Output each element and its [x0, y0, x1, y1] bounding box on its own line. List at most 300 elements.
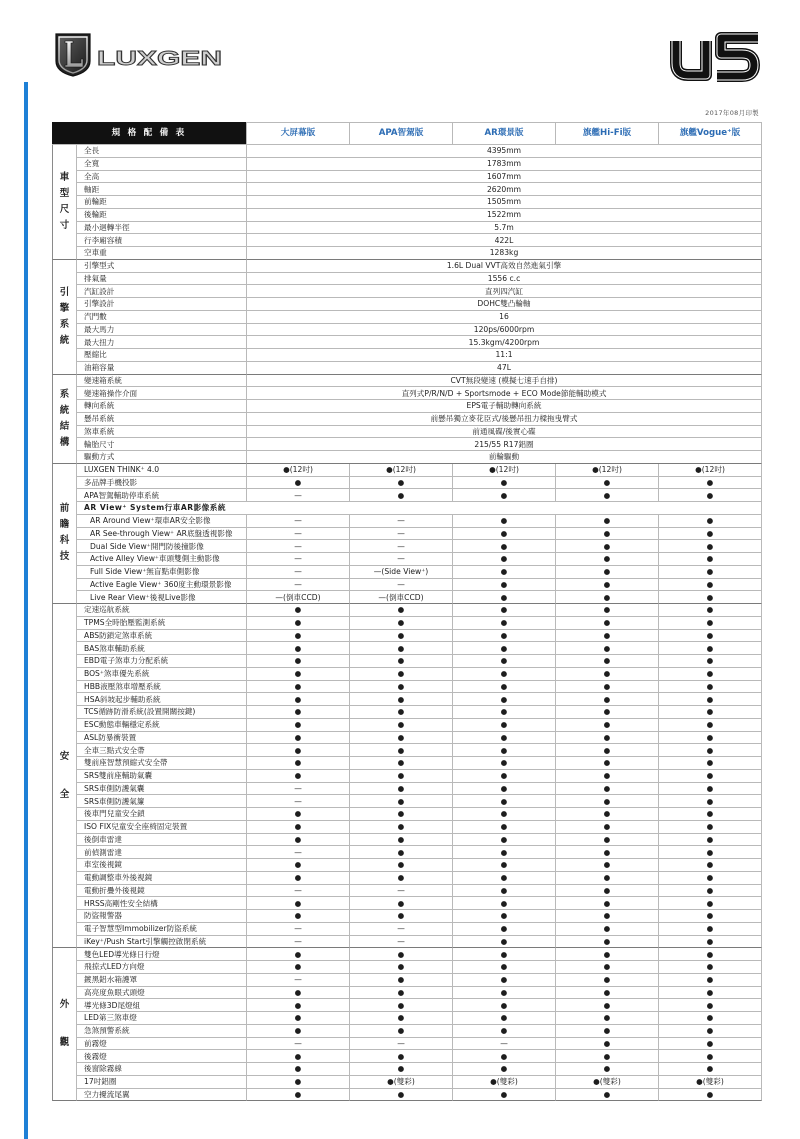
spec-value: 15.3kgm/4200rpm [247, 336, 762, 349]
spec-value: 422L [247, 234, 762, 247]
version-availability: ● [556, 515, 659, 528]
version-availability: ● [556, 923, 659, 936]
group-label-char: 車 [59, 171, 70, 183]
version-availability: ● [659, 897, 762, 910]
spec-item-label: 煞車系統 [77, 426, 247, 439]
version-availability: ● [556, 642, 659, 655]
version-availability: ● [556, 872, 659, 885]
group-label [52, 604, 77, 948]
version-availability: ● [453, 872, 556, 885]
version-availability: ● [453, 808, 556, 821]
version-availability: ● [453, 579, 556, 592]
version-availability: — [350, 553, 453, 566]
version-availability: ● [350, 719, 453, 732]
version-availability: ● [556, 974, 659, 987]
spec-item-label: ASL防暴衝裝置 [77, 732, 247, 745]
spec-item-label: 壓縮比 [77, 349, 247, 362]
version-availability: — [247, 1038, 350, 1051]
version-availability: ● [350, 642, 453, 655]
spec-item-label: 導光條3D尾燈組 [77, 999, 247, 1012]
version-availability: ● [453, 846, 556, 859]
spec-item-label: AR Around View⁺環車AR安全影像 [77, 515, 247, 528]
version-availability: ● [453, 719, 556, 732]
group-label-char: 前 [59, 503, 70, 515]
version-availability: ● [453, 566, 556, 579]
version-availability: ● [247, 732, 350, 745]
version-availability: ● [350, 630, 453, 643]
luxgen-logo [55, 32, 227, 78]
spec-item-label: 雙色LED導光條日行燈 [77, 948, 247, 961]
spec-item-label: Live Rear View⁺後視Live影像 [77, 591, 247, 604]
version-availability: ● [453, 540, 556, 553]
version-availability: ● [350, 1050, 453, 1063]
spec-value: 1522mm [247, 209, 762, 222]
version-availability: ● [659, 642, 762, 655]
version-availability: ● [556, 553, 659, 566]
version-availability: ● [659, 783, 762, 796]
version-availability: ● [247, 642, 350, 655]
version-availability: ● [659, 1038, 762, 1051]
version-availability: ● [556, 604, 659, 617]
version-availability: ● [350, 783, 453, 796]
version-availability: ● [350, 1089, 453, 1102]
version-availability: ● [556, 948, 659, 961]
spec-item-label: LUXGEN THINK⁺ 4.0 [77, 464, 247, 477]
version-availability: ● [247, 744, 350, 757]
version-availability: ● [556, 1089, 659, 1102]
spec-value: 1556 c.c [247, 273, 762, 286]
version-availability: ● [556, 719, 659, 732]
group-label-char: 尺 [59, 203, 70, 215]
version-availability: ● [556, 489, 659, 502]
version-availability: ● [556, 1050, 659, 1063]
u5-letter-u [676, 41, 706, 75]
version-availability: — [247, 528, 350, 541]
version-availability: ● [556, 757, 659, 770]
spec-item-label: 變速箱操作介面 [77, 387, 247, 400]
spec-item-label: ESC動態車輛穩定系統 [77, 719, 247, 732]
luxgen-emblem-icon [56, 34, 90, 76]
spec-item-label: BAS煞車輔助系統 [77, 642, 247, 655]
version-availability: ● [247, 872, 350, 885]
spec-item-label: 雙前座智慧預縮式安全帶 [77, 757, 247, 770]
version-availability: ●(12吋) [556, 464, 659, 477]
version-availability: ● [247, 1063, 350, 1076]
version-availability: — [247, 540, 350, 553]
version-availability: ● [556, 591, 659, 604]
version-availability: ● [247, 681, 350, 694]
spec-item-label: 驅動方式 [77, 451, 247, 464]
version-availability: ● [350, 770, 453, 783]
version-availability: ● [247, 1076, 350, 1089]
version-availability: ●(雙彩) [350, 1076, 453, 1089]
version-availability: ● [659, 540, 762, 553]
version-availability: ● [350, 795, 453, 808]
version-availability: ● [247, 630, 350, 643]
version-availability: ● [453, 668, 556, 681]
spec-value: 5.7m [247, 222, 762, 235]
version-availability: ● [556, 566, 659, 579]
spec-value: 215/55 R17鋁圈 [247, 438, 762, 451]
version-availability: ● [247, 706, 350, 719]
group-label-char: 統 [59, 334, 70, 346]
group-label-char: 系 [59, 318, 70, 330]
group-label-char: 系 [59, 388, 70, 400]
spec-item-label: HRSS高剛性安全結構 [77, 897, 247, 910]
version-availability: ● [659, 846, 762, 859]
version-availability: ● [659, 872, 762, 885]
version-availability: — [350, 1038, 453, 1051]
spec-value: 前懸吊獨立麥花臣式/後懸吊扭力樑拖曳臂式 [247, 413, 762, 426]
group-label [52, 948, 77, 1101]
version-availability: ● [453, 553, 556, 566]
spec-value: DOHC雙凸輪軸 [247, 298, 762, 311]
spec-item-label: 最小迴轉半徑 [77, 222, 247, 235]
version-availability: — [247, 515, 350, 528]
spec-item-label: 多品牌手機投影 [77, 477, 247, 490]
version-availability: ● [556, 808, 659, 821]
version-availability: ● [247, 1025, 350, 1038]
version-availability: ● [556, 834, 659, 847]
version-availability: ● [659, 1050, 762, 1063]
version-availability: ● [247, 961, 350, 974]
luxgen-wordmark: LUXGEN [97, 48, 222, 70]
group-label-char: 型 [59, 187, 70, 199]
version-header: APA智駕版 [350, 122, 453, 145]
version-availability: ● [659, 999, 762, 1012]
spec-item-label: HSA斜坡起步輔助系統 [77, 693, 247, 706]
version-availability: ●(12吋) [247, 464, 350, 477]
spec-value: 2620mm [247, 183, 762, 196]
group-label-char: 全 [59, 788, 70, 800]
version-availability: ● [247, 693, 350, 706]
print-date: 2017年08月印製 [705, 109, 759, 117]
version-availability: ● [659, 808, 762, 821]
version-availability: ● [350, 897, 453, 910]
spec-value: 前通風碟/後實心碟 [247, 426, 762, 439]
version-availability: — [350, 528, 453, 541]
version-availability: ● [247, 834, 350, 847]
spec-item-label: 汽缸設計 [77, 285, 247, 298]
version-availability: ● [659, 655, 762, 668]
group-label-char: 安 [59, 750, 70, 762]
version-availability: — [350, 885, 453, 898]
version-availability: ● [350, 744, 453, 757]
version-availability: ● [453, 642, 556, 655]
spec-item-label: TCS循跡防滑系統(設置開關按鍵) [77, 706, 247, 719]
version-availability: ● [659, 859, 762, 872]
spec-item-label: Active Alley View⁺車頭雙側主動影像 [77, 553, 247, 566]
spec-value: 前輪驅動 [247, 451, 762, 464]
version-availability: ● [556, 744, 659, 757]
version-availability: ● [453, 744, 556, 757]
version-availability: — [247, 936, 350, 949]
version-availability: ● [350, 808, 453, 821]
version-availability: ● [453, 1063, 556, 1076]
version-availability: ● [453, 795, 556, 808]
spec-item-label: 全寬 [77, 158, 247, 171]
group-label-char: 觀 [59, 1037, 70, 1049]
spec-value: EPS電子輔助轉向系統 [247, 400, 762, 413]
version-availability: ● [556, 961, 659, 974]
spec-item-label: SRS車側防護氣簾 [77, 795, 247, 808]
version-availability: ● [350, 1025, 453, 1038]
version-availability: ● [556, 540, 659, 553]
group-label-char: 科 [59, 535, 70, 547]
version-availability: ● [350, 732, 453, 745]
spec-item-label: 後車門兒童安全鎖 [77, 808, 247, 821]
ar-view-section-header: AR View⁺ System行車AR影像系統 [77, 502, 762, 515]
version-availability: — [350, 923, 453, 936]
spec-item-label: 引擎設計 [77, 298, 247, 311]
version-availability: ● [556, 885, 659, 898]
spec-item-label: 變速箱系統 [77, 375, 247, 388]
version-availability: ● [453, 630, 556, 643]
spec-item-label: 前偵測雷達 [77, 846, 247, 859]
spec-item-label: SRS雙前座輔助氣囊 [77, 770, 247, 783]
spec-item-label: 後輪距 [77, 209, 247, 222]
group-label-char: 構 [59, 436, 70, 448]
version-availability: ● [659, 719, 762, 732]
version-availability: ● [453, 732, 556, 745]
spec-item-label: LED第三煞車燈 [77, 1012, 247, 1025]
version-availability: —(Side View⁺) [350, 566, 453, 579]
version-availability: ● [453, 859, 556, 872]
version-availability: ● [350, 821, 453, 834]
version-availability: ● [350, 961, 453, 974]
version-availability: ● [659, 795, 762, 808]
version-availability: ● [659, 1063, 762, 1076]
version-availability: ● [247, 910, 350, 923]
version-availability: ● [453, 821, 556, 834]
version-availability: — [247, 579, 350, 592]
spec-item-label: 引擎型式 [77, 260, 247, 273]
version-availability: ● [659, 732, 762, 745]
version-availability: ● [453, 477, 556, 490]
group-label [52, 260, 77, 375]
spec-item-label: 高亮度魚眼式頭燈 [77, 987, 247, 1000]
version-availability: ● [453, 834, 556, 847]
version-availability: ● [350, 668, 453, 681]
spec-value: 1607mm [247, 171, 762, 184]
version-availability: ● [453, 974, 556, 987]
spec-table-title: 規 格 配 備 表 [52, 122, 247, 145]
spec-item-label: SRS車側防護氣囊 [77, 783, 247, 796]
version-availability: —(倒車CCD) [247, 591, 350, 604]
version-availability: ● [556, 655, 659, 668]
spec-value: 1783mm [247, 158, 762, 171]
spec-item-label: 前霧燈 [77, 1038, 247, 1051]
spec-item-label: 空力擾流尾翼 [77, 1089, 247, 1102]
version-availability: ● [556, 859, 659, 872]
version-availability: ● [659, 566, 762, 579]
version-availability: — [247, 489, 350, 502]
spec-item-label: 電子智慧型Immobilizer防盜系統 [77, 923, 247, 936]
version-availability: ● [247, 821, 350, 834]
version-availability: — [350, 579, 453, 592]
version-availability: ● [247, 719, 350, 732]
version-availability: ● [453, 999, 556, 1012]
version-availability: ● [453, 923, 556, 936]
spec-value: 4395mm [247, 145, 762, 158]
spec-item-label: Dual Side View⁺開門防後撞影像 [77, 540, 247, 553]
group-label-char: 結 [59, 420, 70, 432]
spec-item-label: 最大馬力 [77, 324, 247, 337]
version-availability: ● [350, 872, 453, 885]
version-availability: ● [453, 655, 556, 668]
version-availability: ● [247, 757, 350, 770]
version-availability: ● [659, 477, 762, 490]
version-availability: ● [453, 528, 556, 541]
version-availability: ● [453, 936, 556, 949]
version-availability: ● [453, 757, 556, 770]
version-availability: ● [659, 591, 762, 604]
version-availability: ● [247, 999, 350, 1012]
spec-item-label: APA智駕輔助停車系統 [77, 489, 247, 502]
version-availability: ● [247, 617, 350, 630]
version-availability: ● [556, 846, 659, 859]
spec-item-label: 飛掠式LED方向燈 [77, 961, 247, 974]
version-availability: ● [350, 681, 453, 694]
version-availability: ● [659, 668, 762, 681]
version-availability: ● [659, 885, 762, 898]
version-availability: ● [453, 617, 556, 630]
spec-item-label: 17吋鋁圈 [77, 1076, 247, 1089]
version-availability: ● [659, 821, 762, 834]
version-availability: ● [247, 1050, 350, 1063]
version-availability: ● [350, 834, 453, 847]
spec-item-label: AR See-through View⁺ AR底盤透視影像 [77, 528, 247, 541]
spec-value: 直列式P/R/N/D + Sportsmode + ECO Mode節能輔助模式 [247, 387, 762, 400]
spec-item-label: 空車重 [77, 247, 247, 260]
version-availability: — [247, 846, 350, 859]
version-availability: ● [350, 1063, 453, 1076]
spec-item-label: 定速巡航系統 [77, 604, 247, 617]
spec-item-label: EBD電子煞車力分配系統 [77, 655, 247, 668]
spec-item-label: 軸距 [77, 183, 247, 196]
version-availability: ● [556, 1012, 659, 1025]
version-availability: ● [350, 604, 453, 617]
version-availability: ● [350, 1012, 453, 1025]
version-availability: ● [350, 655, 453, 668]
version-availability: — [247, 974, 350, 987]
spec-item-label: 全長 [77, 145, 247, 158]
spec-item-label: 防盜報警器 [77, 910, 247, 923]
spec-item-label: 排氣量 [77, 273, 247, 286]
version-availability: ● [659, 923, 762, 936]
group-label-char: 技 [59, 551, 70, 563]
version-availability: ● [453, 604, 556, 617]
spec-item-label: 電動折疊外後視鏡 [77, 885, 247, 898]
version-availability: ● [453, 910, 556, 923]
group-label-char: 擎 [59, 302, 70, 314]
version-availability: ● [453, 987, 556, 1000]
version-availability: ● [556, 821, 659, 834]
version-availability: ● [247, 948, 350, 961]
version-availability: ● [556, 681, 659, 694]
spec-item-label: ABS防鎖定煞車系統 [77, 630, 247, 643]
version-availability: ● [556, 732, 659, 745]
version-availability: ● [659, 961, 762, 974]
version-availability: ● [556, 897, 659, 910]
version-availability: ● [453, 897, 556, 910]
version-availability: ● [350, 693, 453, 706]
version-availability: ● [556, 668, 659, 681]
version-availability: ● [659, 693, 762, 706]
version-availability: ●(12吋) [350, 464, 453, 477]
side-accent-stripe [24, 82, 28, 1139]
spec-item-label: iKey⁺/Push Start引擎觸控啟閉系統 [77, 936, 247, 949]
spec-item-label: 前輪距 [77, 196, 247, 209]
version-availability: ● [350, 489, 453, 502]
spec-value: 1283kg [247, 247, 762, 260]
version-availability: ● [350, 477, 453, 490]
version-availability: ● [659, 987, 762, 1000]
version-availability: ● [453, 1012, 556, 1025]
version-availability: ● [556, 579, 659, 592]
version-availability: ● [659, 604, 762, 617]
version-availability: ● [350, 617, 453, 630]
group-label-char: 統 [59, 404, 70, 416]
version-availability: ● [350, 999, 453, 1012]
version-availability: ● [453, 489, 556, 502]
spec-value: 11:1 [247, 349, 762, 362]
spec-item-label: 懸吊系統 [77, 413, 247, 426]
version-availability: ●(雙彩) [556, 1076, 659, 1089]
spec-item-label: 後倒車雷達 [77, 834, 247, 847]
version-availability: — [247, 566, 350, 579]
version-availability: ● [453, 706, 556, 719]
spec-item-label: 最大扭力 [77, 336, 247, 349]
version-header: 旗艦Hi-Fi版 [556, 122, 659, 145]
version-availability: ● [659, 528, 762, 541]
spec-item-label: 轉向系統 [77, 400, 247, 413]
version-availability: ● [247, 987, 350, 1000]
version-availability: ●(12吋) [453, 464, 556, 477]
group-label-char: 引 [59, 286, 70, 298]
version-availability: ● [659, 617, 762, 630]
version-availability: ● [659, 553, 762, 566]
version-availability: ● [556, 1063, 659, 1076]
version-availability: — [247, 885, 350, 898]
version-availability: — [453, 1038, 556, 1051]
version-availability: ● [247, 897, 350, 910]
version-availability: ● [556, 1025, 659, 1038]
spec-item-label: 車室後視鏡 [77, 859, 247, 872]
version-availability: ● [659, 744, 762, 757]
version-availability: —(倒車CCD) [350, 591, 453, 604]
version-availability: ● [659, 936, 762, 949]
spec-value: 1.6L Dual VVT高效自然進氣引擎 [247, 260, 762, 273]
version-availability: ● [453, 961, 556, 974]
version-availability: ● [247, 604, 350, 617]
spec-table [52, 122, 762, 1101]
version-availability: ● [247, 477, 350, 490]
version-header: 大屏幕版 [247, 122, 350, 145]
version-availability: ● [659, 706, 762, 719]
version-availability: ● [556, 617, 659, 630]
version-availability: ● [453, 948, 556, 961]
version-availability: ● [556, 999, 659, 1012]
version-availability: ● [247, 770, 350, 783]
version-availability: ● [659, 630, 762, 643]
version-availability: ● [350, 974, 453, 987]
version-availability: ● [659, 579, 762, 592]
version-availability: — [247, 783, 350, 796]
spec-item-label: 輪胎尺寸 [77, 438, 247, 451]
version-availability: ● [247, 1012, 350, 1025]
version-availability: ● [247, 859, 350, 872]
